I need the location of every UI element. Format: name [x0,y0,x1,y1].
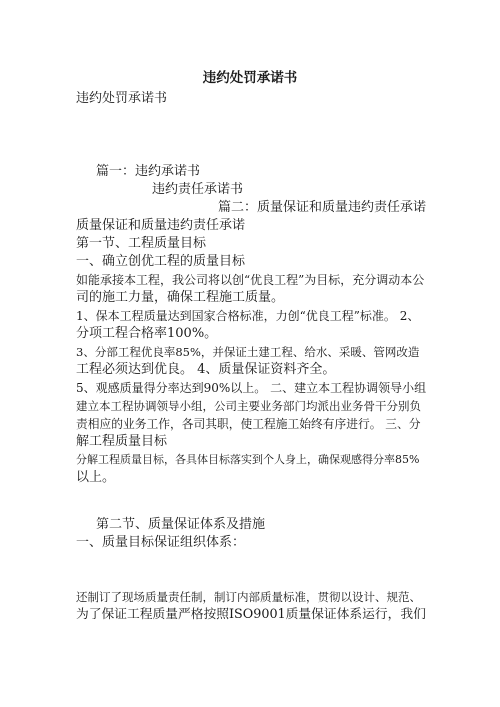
paragraph-line: 还制订了现场质量责任制，制订内部质量标准，贯彻以设计、规范、 [76,590,421,604]
paragraph-line: 司的施工力量，确保工程施工质量。 [76,290,285,305]
paragraph-line: 责相应的业务工作，各司其职，使工程施工始终有序进行。 三、分 [76,417,421,431]
paragraph-line: 1、保本工程质量达到国家合格标准，力创“优良工程”标准。 2、 [76,309,420,323]
paragraph-line: 以上。 [76,470,116,485]
paragraph-line: 3、分部工程优良率85%，并保证土建工程、给水、采暖、管网改造 [76,345,420,359]
paragraph-line: 第一节、工程质量目标 [76,236,207,251]
sub-heading: 违约责任承诺书 [152,182,244,197]
paragraph-line: 质量保证和质量违约责任承诺 [76,218,246,233]
paragraph-line: 为了保证工程质量严格按照ISO9001质量保证体系运行，我们 [76,607,426,622]
paragraph-line: 建立本工程协调领导小组，公司主要业务部门均派出业务骨干分别负 [76,399,421,413]
paragraph-line: 分项工程合格率100%。 [76,326,218,341]
section-heading-one: 篇一：违约承诺书 [96,164,201,179]
paragraph-line: 5、观感质量得分率达到90%以上。 二、建立本工程协调领导小组 [76,381,427,395]
section-heading-two: 篇二：质量保证和质量违约责任承诺 [218,200,427,215]
document-title: 违约处罚承诺书 [202,70,298,86]
paragraph-line: 一、确立创优工程的质量目标 [76,254,246,269]
paragraph-line: 解工程质量目标 [76,434,168,449]
paragraph-line: 一、质量目标保证组织体系： [76,535,246,550]
paragraph-line: 如能承接本工程，我公司将以创“优良工程”为目标，充分调动本公 [76,273,425,287]
doc-heading: 违约处罚承诺书 [76,91,168,106]
section-heading-three: 第二节、质量保证体系及措施 [96,517,266,532]
paragraph-line: 工程必须达到优良。 4、质量保证资料齐全。 [76,362,336,377]
paragraph-line: 分解工程质量目标，各具体目标落实到个人身上，确保观感得分率85% [76,453,420,466]
